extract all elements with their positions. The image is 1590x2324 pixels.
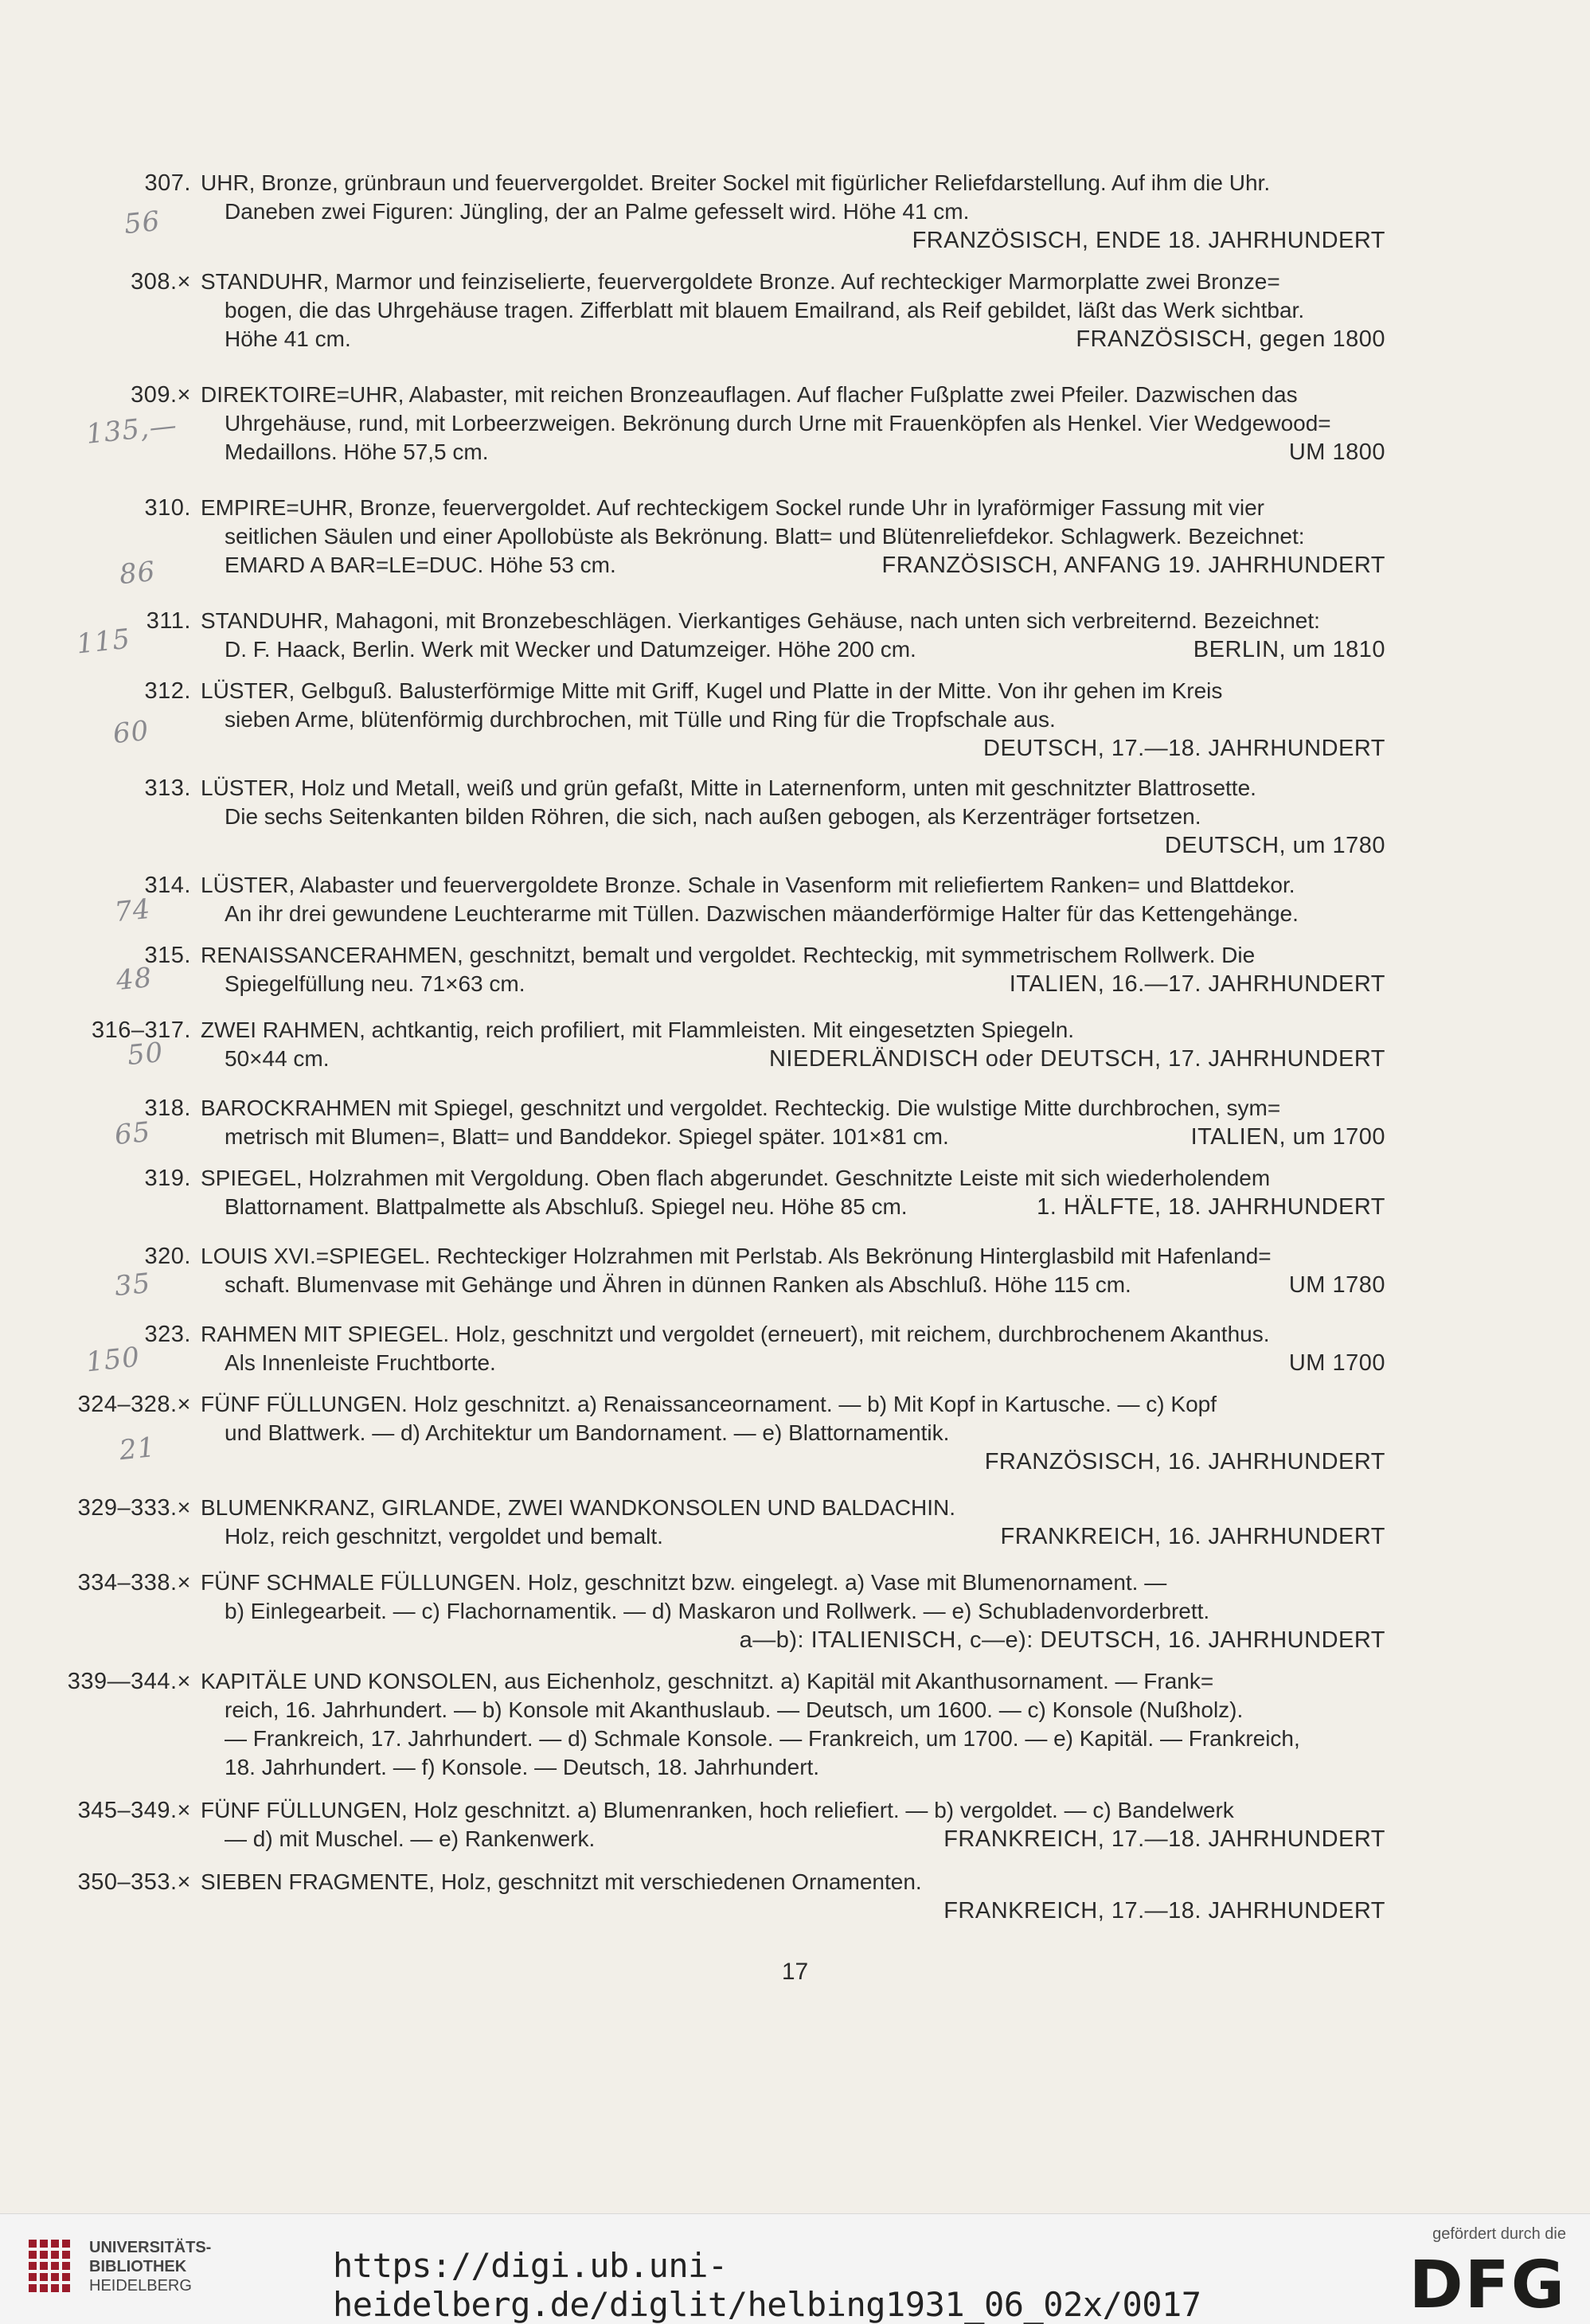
- entry-text: LOUIS XVI.=SPIEGEL. Rechteckiger Holzrahmen mit Perlstab. Als Bekrönung Hinterglasbild mit Hafenland= schaft. Blumenvase mit Gehänge und Ähren in dünnen Ranken als Abschluß. Höhe 115 cm.: [201, 1244, 1272, 1297]
- entry-origin: a—b): ITALIENISCH, c—e): DEUTSCH, 16. JAHRHUNDERT: [739, 1627, 1385, 1653]
- entry-text: LÜSTER, Alabaster und feuervergoldete Bronze. Schale in Vasenform mit reliefiertem Ranken= und Blattdekor. An ihr drei gewundene Leuchterarme mit Tüllen. Dazwischen mäanderförmige Halter für das Kettengehänge.: [201, 873, 1299, 926]
- funding-caption: gefördert durch die: [1432, 2225, 1566, 2243]
- entry-text: BAROCKRAHMEN mit Spiegel, geschnitzt und vergoldet. Rechteckig. Die wulstige Mitte durchbrochen, sym= metrisch mit Blumen=, Blatt= und Banddekor. Spiegel später. 101×81 cm.: [201, 1096, 1281, 1149]
- handwritten-note: 65: [113, 1115, 153, 1152]
- handwritten-note: 48: [115, 961, 154, 998]
- entry-origin: UM 1780: [1288, 1272, 1385, 1298]
- university-seal-icon: [25, 2235, 76, 2303]
- entry-number: 311.: [146, 608, 191, 634]
- entry-number: 345–349.×: [77, 1798, 191, 1823]
- entry-origin: FRANKREICH, 17.—18. JAHRHUNDERT: [943, 1898, 1385, 1924]
- entry-origin: UM 1700: [1288, 1350, 1385, 1376]
- entry-text: DIREKTOIRE=UHR, Alabaster, mit reichen Bronzeauflagen. Auf flacher Fußplatte zwei Pfeiler. Dazwischen das Uhrgehäuse, rund, mit Lorbeerzweigen. Bekrönung durch Urne mit Frauenköpfen als Henkel. Vier Wedgewood= Medaillons. Höhe 57,5 cm.: [201, 382, 1331, 464]
- entry-text: LÜSTER, Holz und Metall, weiß und grün gefaßt, Mitte in Laternenform, unten mit geschnitzter Blattrosette. Die sechs Seitenkanten bilden Röhren, die sich, nach außen gebogen, als Kerzenträger fortsetzen.: [201, 775, 1256, 829]
- entry-number: 339—344.×: [67, 1669, 191, 1694]
- entry-number: 314.: [144, 873, 191, 898]
- institution-name: UNIVERSITÄTS- BIBLIOTHEK HEIDELBERG: [89, 2239, 212, 2295]
- entry-number: 318.: [144, 1096, 191, 1121]
- handwritten-note: 74: [113, 892, 153, 929]
- entry-text: LÜSTER, Gelbguß. Balusterförmige Mitte mit Griff, Kugel und Platte in der Mitte. Von ihr gehen im Kreis sieben Arme, blütenförmig durchbrochen, mit Tülle und Ring für die Tropfschale aus.: [201, 678, 1223, 732]
- entry-origin: BERLIN, um 1810: [1193, 637, 1385, 662]
- entry-number: 309.×: [131, 382, 191, 408]
- entry-number: 315.: [144, 943, 191, 968]
- entry-number: 323.: [144, 1322, 191, 1347]
- entry-origin: DEUTSCH, 17.—18. JAHRHUNDERT: [983, 736, 1385, 761]
- entry-origin: ITALIEN, um 1700: [1190, 1124, 1385, 1150]
- entry-origin: FRANZÖSISCH, gegen 1800: [1076, 326, 1385, 352]
- entry-text: RENAISSANCERAHMEN, geschnitzt, bemalt und vergoldet. Rechteckig, mit symmetrischem Rollwerk. Die Spiegelfüllung neu. 71×63 cm.: [201, 943, 1256, 996]
- viewer-footer: [0, 2213, 1590, 2324]
- entry-text: KAPITÄLE UND KONSOLEN, aus Eichenholz, geschnitzt. a) Kapitäl mit Akanthusornament. — Frank= reich, 16. Jahrhundert. — b) Konsole mit Akanthuslaub. — Deutsch, um 1600. — c) Konsole (Nußholz). — Frankreich, 17. Jahrhundert. — d) Schmale Konsole. — Frankreich, um 1700. — e) Kapitäl. — Frankreich, 18. Jahrhundert. — f) Konsole. — Deutsch, 18. Jahrhundert.: [201, 1669, 1300, 1779]
- entry-text: FÜNF SCHMALE FÜLLUNGEN. Holz, geschnitzt bzw. eingelegt. a) Vase mit Blumenornament. — b) Einlegearbeit. — c) Flachornamentik. — d) Maskaron und Rollwerk. — e) Schubladenvorderbrett.: [201, 1570, 1210, 1623]
- entry-text: STANDUHR, Mahagoni, mit Bronzebeschlägen. Vierkantiges Gehäuse, nach unten sich verbreiternd. Bezeichnet: D. F. Haack, Berlin. Werk mit Wecker und Datumzeiger. Höhe 200 cm.: [201, 608, 1320, 662]
- entry-number: 350–353.×: [77, 1869, 191, 1895]
- entry-text: FÜNF FÜLLUNGEN. Holz geschnitzt. a) Renaissanceornament. — b) Mit Kopf in Kartusche. — c) Kopf und Blattwerk. — d) Architektur um Bandornament. — e) Blattornamentik.: [201, 1392, 1217, 1445]
- handwritten-note: 135,—: [84, 409, 179, 451]
- entry-origin: 1. HÄLFTE, 18. JAHRHUNDERT: [1037, 1194, 1385, 1220]
- entry-number: 324–328.×: [77, 1392, 191, 1417]
- entry-text: FÜNF FÜLLUNGEN, Holz geschnitzt. a) Blumenranken, hoch reliefiert. — b) vergoldet. — c) Bandelwerk — d) mit Muschel. — e) Rankenwerk.: [201, 1798, 1234, 1851]
- entry-number: 308.×: [131, 269, 191, 295]
- entry-text: RAHMEN MIT SPIEGEL. Holz, geschnitzt und vergoldet (erneuert), mit reichem, durchbrochenem Akanthus. Als Innenleiste Fruchtborte.: [201, 1322, 1270, 1375]
- handwritten-note: 115: [75, 623, 132, 661]
- entry-origin: FRANKREICH, 16. JAHRHUNDERT: [1000, 1524, 1385, 1549]
- entry-number: 310.: [144, 495, 191, 521]
- entry-origin: NIEDERLÄNDISCH oder DEUTSCH, 17. JAHRHUNDERT: [768, 1046, 1385, 1072]
- entry-number: 312.: [144, 678, 191, 704]
- entry-number: 334–338.×: [77, 1570, 191, 1596]
- entry-text: STANDUHR, Marmor und feinziselierte, feuervergoldete Bronze. Auf rechteckiger Marmorplatte zwei Bronze= bogen, die das Uhrgehäuse tragen. Zifferblatt mit blauem Emailrand, als Reif gebildet, läßt das Werk sichtbar. Höhe 41 cm.: [201, 269, 1305, 351]
- entry-text: SPIEGEL, Holzrahmen mit Vergoldung. Oben flach abgerundet. Geschnitzte Leiste mit sich wiederholendem Blattornament. Blattpalmette als Abschluß. Spiegel neu. Höhe 85 cm.: [201, 1166, 1271, 1219]
- entry-origin: DEUTSCH, um 1780: [1164, 833, 1385, 858]
- entry-number: 320.: [144, 1244, 191, 1269]
- entry-text: BLUMENKRANZ, GIRLANDE, ZWEI WANDKONSOLEN UND BALDACHIN. Holz, reich geschnitzt, vergoldet und bemalt.: [201, 1495, 955, 1549]
- handwritten-note: 21: [118, 1431, 158, 1467]
- entry-origin: FRANZÖSISCH, 16. JAHRHUNDERT: [984, 1449, 1385, 1474]
- handwritten-note: 60: [111, 714, 151, 751]
- entry-number: 307.: [144, 170, 191, 196]
- entry-origin: UM 1800: [1288, 439, 1385, 465]
- handwritten-note: 35: [113, 1267, 153, 1303]
- entry-number: 316–317.: [92, 1017, 191, 1043]
- entry-origin: FRANKREICH, 17.—18. JAHRHUNDERT: [943, 1826, 1385, 1852]
- handwritten-note: 50: [126, 1036, 166, 1072]
- entry-origin: FRANZÖSISCH, ANFANG 19. JAHRHUNDERT: [881, 553, 1385, 578]
- entry-number: 313.: [144, 775, 191, 801]
- entry-number: 319.: [144, 1166, 191, 1191]
- entry-number: 329–333.×: [77, 1495, 191, 1521]
- dfg-logo: DFG: [1408, 2248, 1566, 2323]
- handwritten-note: 86: [118, 555, 158, 592]
- entry-text: UHR, Bronze, grünbraun und feuervergoldet. Breiter Sockel mit figürlicher Reliefdarstellung. Auf ihm die Uhr. Daneben zwei Figuren: Jüngling, der an Palme gefesselt wird. Höhe 41 cm.: [201, 170, 1271, 224]
- handwritten-note: 56: [123, 205, 162, 241]
- entry-origin: ITALIEN, 16.—17. JAHRHUNDERT: [1009, 971, 1385, 997]
- permalink-url[interactable]: https://digi.ub.uni-heidelberg.de/diglit/helbing1931_06_02x/0017: [333, 2246, 1201, 2324]
- handwritten-note: 150: [84, 1341, 142, 1379]
- entry-origin: FRANZÖSISCH, ENDE 18. JAHRHUNDERT: [912, 228, 1385, 253]
- entry-text: ZWEI RAHMEN, achtkantig, reich profiliert, mit Flammleisten. Mit eingesetzten Spiegeln. 50×44 cm.: [201, 1017, 1075, 1071]
- entry-text: EMPIRE=UHR, Bronze, feuervergoldet. Auf rechteckigem Sockel runde Uhr in lyraförmiger Fassung mit vier seitlichen Säulen und einer Apollobüste als Bekrönung. Blatt= und Blütenreliefdekor. Schlagwerk. Bezeichnet: EMARD A BAR=LE=DUC. Höhe 53 cm.: [201, 495, 1305, 577]
- entry-text: SIEBEN FRAGMENTE, Holz, geschnitzt mit verschiedenen Ornamenten.: [201, 1869, 922, 1894]
- page-number: 17: [781, 1959, 809, 1985]
